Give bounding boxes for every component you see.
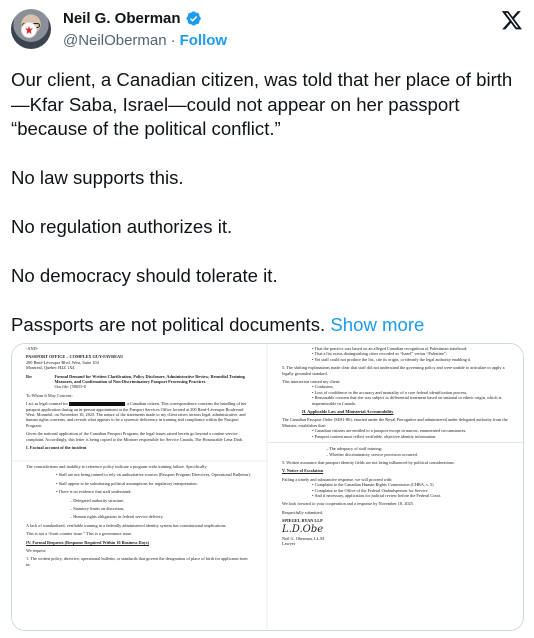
letter-image-bottom-left[interactable] (12, 462, 266, 631)
tweet-paragraph: No law supports this. (11, 167, 184, 188)
doc-line: • Complaint to the Office of the Federal Ombudsperson for Service (312, 487, 428, 493)
doc-line: Neil G. Oberman, LL.M. (282, 535, 326, 541)
separator-dot: · (170, 32, 176, 49)
doc-line: • Canadian citizens are entitled to a passport except in narrow, enumerated circumstances. (312, 428, 467, 434)
maple-leaf-icon (22, 23, 36, 37)
doc-line: – Human rights obligations in federal service delivery. (70, 514, 164, 520)
doc-line: A lack of standardized, verifiable training in a federally administered identity system has constitutional implications. (26, 522, 227, 528)
tweet-paragraph: Our client, a Canadian citizen, was told that her place of birth—Kfar Saba, Israel—could not appear on her passport “because of the political conflict.” (11, 69, 513, 139)
doc-line: – The adequacy of staff training; (326, 446, 383, 452)
doc-line: I. Factual account of the incident (26, 445, 87, 451)
doc-line: PASSPORT OFFICE – COMPLEX GUY-FAVREAU (26, 354, 124, 360)
doc-line: • Reasonable concern that she was subject to differential treatment based on national or ethnic origin, which is impermissible in Canada. (312, 395, 502, 406)
doc-line: We request: (26, 548, 47, 554)
handle-row (63, 32, 227, 49)
doc-line: This interaction caused my client: (282, 379, 341, 385)
show-more-link[interactable]: Show more (330, 314, 425, 335)
media-grid[interactable] (11, 343, 524, 631)
doc-line: V. Notice of Escalation (282, 468, 324, 474)
doc-line: I act as legal counsel for (26, 401, 68, 407)
redaction-bar (69, 402, 125, 406)
tweet-paragraph-text: Passports are not political documents. (11, 314, 326, 335)
doc-line: SPIEGEL RYAN LLP (282, 518, 323, 524)
author-name-row (63, 10, 202, 27)
verified-badge-icon (185, 10, 202, 27)
tweet-header (11, 9, 523, 57)
doc-line: – Delegated authority structure, (70, 497, 125, 503)
author-name[interactable]: Neil G. Oberman (63, 10, 181, 27)
doc-line: • Confusion, (312, 384, 334, 390)
doc-line: • That a list exists distinguishing cities recorded as “Israel” versus “Palestine”; (312, 351, 447, 357)
doc-line: • Staff are not being trained to rely on authoritative sources (Passport Program Directives, Operational Bulletins). (56, 472, 251, 478)
doc-line: 1. The written policy, directive, operational bulletin, or standards that govern the designation of place of birth for applicants born in: (26, 556, 248, 567)
tweet-body (11, 68, 523, 362)
doc-line: a Canadian citizen. This correspondence concerns the handling of her passport application during an in-person appointment at the Passport Services Office located at 200 René-Lévesque Boulevard West, Montréal, on November 10, 2025. The nature of the statements made to my client raises serious legal, administrative, and human rights concerns, and reveals what appears to be a systemic deficiency in training and compliance within the Passport Program. (26, 401, 247, 428)
tweet-paragraph: No regulation authorizes it. (11, 216, 233, 237)
doc-line: Lawyer (282, 540, 296, 546)
doc-line: The Canadian Passport Order (SI/81-86), enacted under the Royal Prerogative and administered under delegated authority from the Minister, establishes that: (282, 417, 508, 428)
doc-line: IV. Formal Requests (Response Required Within 10 Business Days) (26, 539, 149, 545)
doc-line: Montréal, Quebec H2Z 1X4 (26, 365, 75, 371)
tweet-paragraph: No democracy should tolerate it. (11, 265, 278, 286)
doc-line: • And if necessary, application for judicial review before the Federal Court. (312, 492, 442, 498)
doc-line: • That the practice was based on an alleged Canadian recognition of Palestinian statehood; (312, 346, 468, 351)
signature-icon: L.D.Obe (282, 523, 324, 535)
letter-image-top-left[interactable]: -AND- PASSPORT OFFICE – COMPLEX GUY-FAVREAU 200 René-Lévesque Blvd. West, Suite 104 Montréal, Quebec H2Z 1X4 Re: Formal Demand for Written Clarification, Policy Disclosure, Administrative Review, Remedial Training Measures, and Confirmation of Non-Discriminatory Passport Processing Practices Our file: [58655-0 To Whom It May Concern: I act as legal counsel for , a Canadian citizen. This correspondence concerns the handling of her passport application during an in-person appointment at the Passport Services Office located at 200 René-Lévesque Boulevard West, Montréal, on November 10, 2025. The nature of the statements made to my client raises serious legal, administrative, and human rights concerns, and reveals what appears to be a systemic deficiency in training and compliance within the Passport Program. Given the national application of the Canadian Passport Program, the legal issues raised herein go beyond a routine service complaint. Accordingly, this letter is being copied to the Minister responsible for Service Canada, The Honourable Lena Diab. I. Factual account of the incident (12, 344, 266, 460)
doc-line: We look forward to your cooperation and a response by November 18, 2025. (282, 501, 414, 507)
x-logo-icon[interactable] (501, 9, 523, 31)
doc-line: Our file: [58655-0 (54, 384, 86, 390)
doc-line: 5. Written assurance that passport identity fields are not being influenced by political considerations. (282, 459, 455, 465)
doc-line: • Yet staff could not produce the list, cite its origin, or identify the legal authority enabling it. (312, 356, 472, 362)
doc-line: – Statutory limits on discretion, (70, 506, 125, 512)
doc-line: • There is no evidence that staff understand: (56, 489, 132, 495)
doc-line: • Loss of confidence in the accuracy and neutrality of a core federal identification process, (312, 389, 468, 395)
author-handle[interactable]: @NeilOberman (63, 32, 167, 49)
doc-line: This is not a “front counter issue.” This is a governance issue. (26, 531, 133, 537)
doc-line: To Whom It May Concern: (26, 392, 73, 398)
doc-line: Re: (26, 373, 33, 379)
doc-line: – Whether discriminatory service provision occurred. (326, 451, 418, 457)
doc-line: • Staff appear to be substituting political assumptions for regulatory interpretation. (56, 480, 198, 486)
doc-line: -AND- (26, 346, 39, 351)
tweet-paragraph-last (11, 313, 523, 338)
doc-line: II. Applicable Law and Ministerial Accountability (302, 409, 394, 415)
doc-line: Respectfully submitted, (282, 509, 323, 515)
doc-line: Given the national application of the Canadian Passport Program, the legal issues raised herein go beyond a routine service complaint. Accordingly, this letter is being copied to the Minister responsible for Service Canada, The Honourable Lena Diab. (26, 431, 243, 442)
follow-button[interactable]: Follow (179, 32, 228, 49)
doc-line: 5. The shifting explanations made clear that staff did not understand the governing policy and were unable to articulate or apply a legally grounded standard. (282, 365, 505, 376)
doc-line: The contradictions and inability to reference policy indicate a program-wide training failure. Specifically: (26, 464, 208, 469)
doc-line: • Passport content must reflect verifiable, objective identity information. (312, 433, 437, 439)
doc-line: Failing a timely and substantive response, we will proceed with: (282, 476, 393, 482)
doc-line: 200 René-Lévesque Blvd. West, Suite 104 (26, 359, 99, 365)
doc-line: • Complaint to the Canadian Human Rights Commission (CHRA, s. 5) (312, 482, 434, 488)
letter-image-right[interactable] (268, 344, 524, 631)
doc-line: Formal Demand for Written Clarification, Policy Disclosure, Administrative Review, Remedial Training Measures, and Confirmation of Non-Discriminatory Passport Processing Practices (54, 373, 245, 385)
